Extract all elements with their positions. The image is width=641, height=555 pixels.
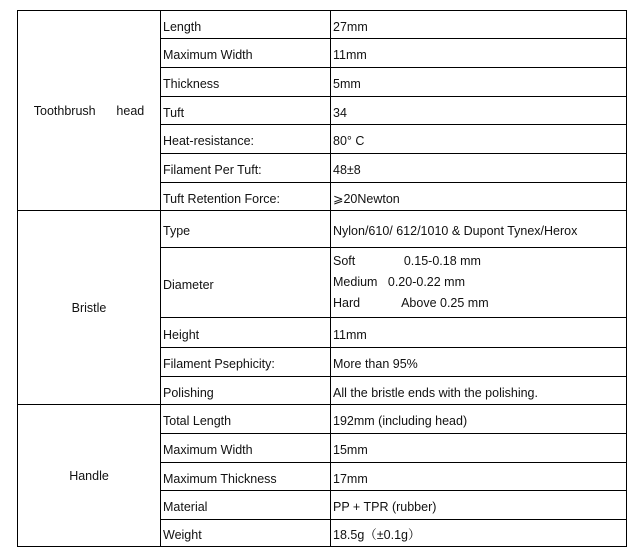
table-row	[18, 405, 627, 434]
spec-label: Type	[161, 211, 331, 248]
spec-label: Maximum Width	[161, 39, 331, 68]
spec-label: Material	[161, 491, 331, 520]
spec-label: Diameter	[161, 248, 331, 318]
spec-table	[17, 10, 627, 547]
spec-label: Total Length	[161, 405, 331, 434]
spec-value: 5mm	[331, 68, 627, 97]
spec-value: ⩾20Newton	[331, 183, 627, 211]
spec-label: Polishing	[161, 377, 331, 405]
diameter-line: Hard Above 0.25 mm	[333, 296, 489, 310]
spec-value: 15mm	[331, 434, 627, 463]
spec-label: Maximum Thickness	[161, 463, 331, 491]
spec-label: Maximum Width	[161, 434, 331, 463]
spec-value: 27mm	[331, 11, 627, 39]
spec-value: 18.5g（±0.1g）	[331, 520, 627, 547]
diameter-line: Soft 0.15-0.18 mm	[333, 254, 481, 268]
spec-label: Tuft Retention Force:	[161, 183, 331, 211]
diameter-line: Medium 0.20-0.22 mm	[333, 275, 465, 289]
spec-value: More than 95%	[331, 348, 627, 377]
spec-value: 11mm	[331, 318, 627, 348]
spec-value: PP + TPR (rubber)	[331, 491, 627, 520]
spec-value: 11mm	[331, 39, 627, 68]
spec-label: Filament Psephicity:	[161, 348, 331, 377]
spec-label: Tuft	[161, 97, 331, 125]
spec-label: Height	[161, 318, 331, 348]
spec-value: 80° C	[331, 125, 627, 154]
spec-label: Length	[161, 11, 331, 39]
group-label: Handle	[18, 405, 161, 547]
spec-value: 17mm	[331, 463, 627, 491]
spec-label: Heat-resistance:	[161, 125, 331, 154]
spec-value	[331, 248, 627, 318]
table-row	[18, 11, 627, 39]
spec-value: 48±8	[331, 154, 627, 183]
spec-value: All the bristle ends with the polishing.	[331, 377, 627, 405]
spec-label: Thickness	[161, 68, 331, 97]
table-row	[18, 211, 627, 248]
spec-label: Filament Per Tuft:	[161, 154, 331, 183]
spec-label: Weight	[161, 520, 331, 547]
group-label: Bristle	[18, 211, 161, 405]
spec-value: 192mm (including head)	[331, 405, 627, 434]
group-label: Toothbrush head	[18, 11, 161, 211]
spec-value: 34	[331, 97, 627, 125]
spec-value: Nylon/610/ 612/1010 & Dupont Tynex/Herox	[331, 211, 627, 248]
